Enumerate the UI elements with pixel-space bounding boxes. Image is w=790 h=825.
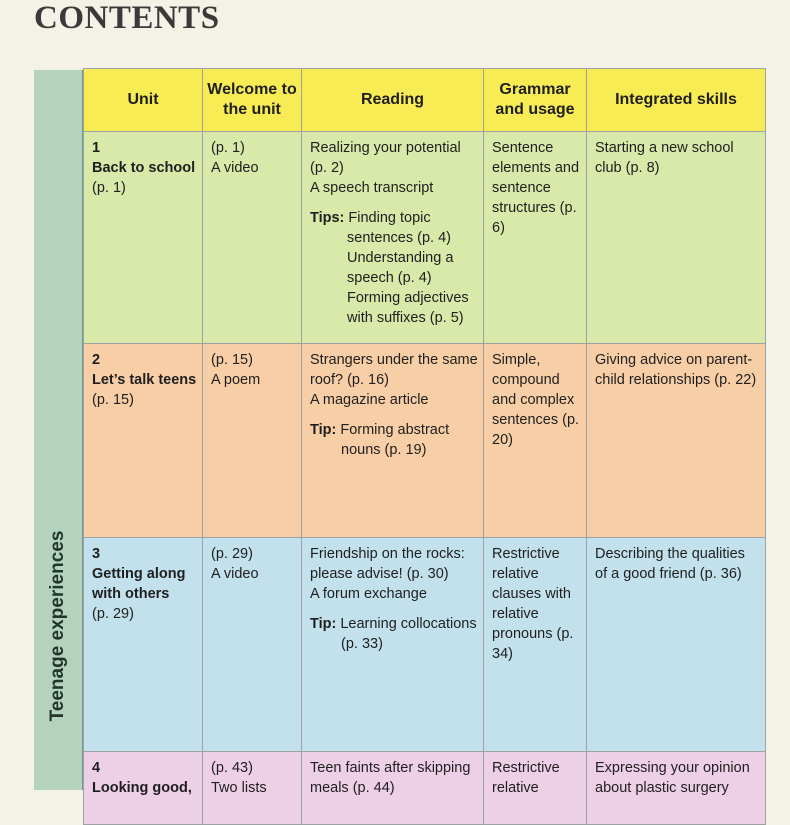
tip-label: Tip: [310, 422, 337, 438]
unit-number: 2 [92, 352, 101, 368]
integrated-cell: Starting a new school club (p. 8) [587, 132, 766, 344]
tip-item: Forming adjectives with suffixes (p. 5) [347, 290, 469, 326]
welcome-text: A video [211, 566, 259, 582]
table-row [84, 132, 766, 344]
unit-title: Getting along with others [92, 566, 186, 602]
reading-cell [302, 538, 484, 752]
table-row [84, 344, 766, 538]
unit-page: (p. 29) [92, 606, 134, 622]
tip-item: Finding topic sentences (p. 4) [347, 210, 451, 246]
tip-item: Learning collocations (p. 33) [340, 616, 477, 652]
welcome-page: (p. 1) [211, 140, 245, 156]
integrated-cell: Expressing your opinion about plastic surgery [587, 752, 766, 825]
integrated-cell: Giving advice on parent-child relationships (p. 22) [587, 344, 766, 538]
welcome-page: (p. 43) [211, 760, 253, 776]
page-title: CONTENTS [34, 0, 220, 36]
reading-text: A speech transcript [310, 180, 434, 196]
welcome-text: Two lists [211, 780, 267, 796]
reading-cell [302, 132, 484, 344]
reading-text: A magazine article [310, 392, 429, 408]
unit-number: 4 [92, 760, 101, 776]
header-unit: Unit [84, 69, 203, 132]
grammar-cell: Simple, compound and complex sentences (p. 20) [484, 344, 587, 538]
tips-label: Tips: [310, 210, 345, 226]
contents-table [83, 68, 766, 825]
welcome-page: (p. 29) [211, 546, 253, 562]
welcome-text: A video [211, 160, 259, 176]
unit-page: (p. 15) [92, 392, 134, 408]
unit-number: 1 [92, 140, 101, 156]
unit-cell [84, 132, 203, 344]
grammar-cell: Restrictive relative [484, 752, 587, 825]
reading-title: Realizing your potential [310, 140, 461, 156]
header-row [84, 69, 766, 132]
reading-tips [310, 614, 478, 654]
grammar-cell: Sentence elements and sentence structures (p. 6) [484, 132, 587, 344]
reading-tips [310, 208, 478, 328]
unit-page: (p. 1) [92, 180, 126, 196]
tip-item: Forming abstract nouns (p. 19) [340, 422, 450, 458]
grammar-cell: Restrictive relative clauses with relative pronouns (p. 34) [484, 538, 587, 752]
welcome-page: (p. 15) [211, 352, 253, 368]
reading-tips [310, 420, 478, 460]
unit-cell [84, 752, 203, 825]
reading-title: Friendship on the rocks: please advise! (p. 30) [310, 546, 465, 582]
header-grammar: Grammar and usage [484, 69, 587, 132]
welcome-cell [203, 132, 302, 344]
unit-title: Looking good, [92, 780, 192, 796]
unit-cell [84, 538, 203, 752]
welcome-cell [203, 344, 302, 538]
reading-cell [302, 344, 484, 538]
reading-title: Strangers under the same roof? (p. 16) [310, 352, 478, 388]
tip-item: Understanding a speech (p. 4) [347, 250, 454, 286]
table-row [84, 538, 766, 752]
reading-cell: Teen faints after skipping meals (p. 44) [302, 752, 484, 825]
integrated-cell: Describing the qualities of a good friend (p. 36) [587, 538, 766, 752]
unit-cell [84, 344, 203, 538]
header-integrated: Integrated skills [587, 69, 766, 132]
unit-title: Back to school [92, 160, 196, 176]
header-reading: Reading [302, 69, 484, 132]
tip-label: Tip: [310, 616, 337, 632]
theme-sidebar [34, 70, 83, 790]
reading-page: (p. 2) [310, 160, 344, 176]
unit-title: Let’s talk teens [92, 372, 197, 388]
welcome-cell [203, 752, 302, 825]
unit-number: 3 [92, 546, 101, 562]
header-welcome: Welcome to the unit [203, 69, 302, 132]
reading-text: A forum exchange [310, 586, 427, 602]
welcome-text: A poem [211, 372, 261, 388]
theme-label: Teenage experiences [47, 530, 68, 722]
table-row [84, 752, 766, 825]
welcome-cell [203, 538, 302, 752]
